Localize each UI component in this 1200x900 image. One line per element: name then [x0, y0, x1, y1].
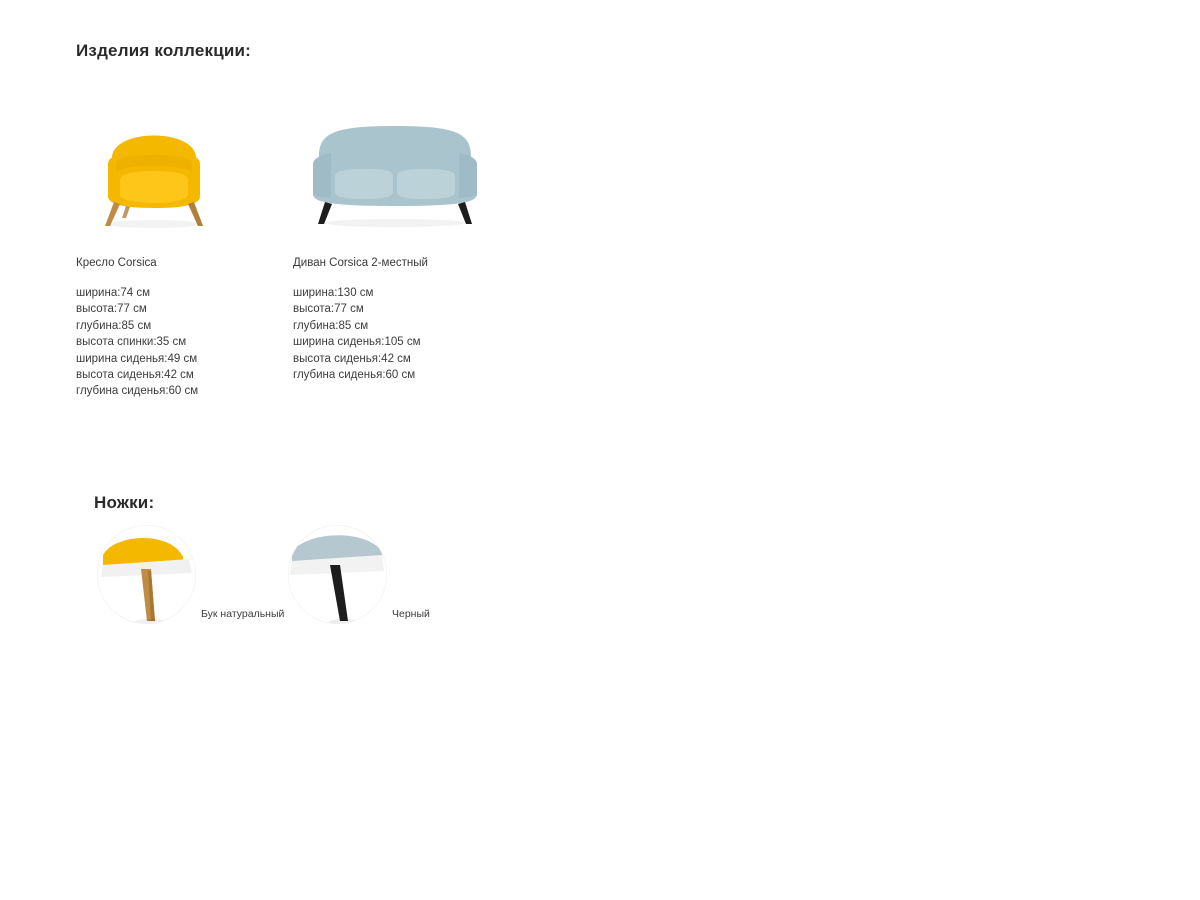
- product-name: Диван Corsica 2-местный: [293, 257, 428, 269]
- armchair-svg: [94, 118, 214, 228]
- leg-option-beech: [97, 525, 285, 624]
- product-name: Кресло Corsica: [76, 257, 157, 269]
- leg-beech-svg: [97, 525, 196, 624]
- leg-thumbnail-black: [288, 525, 387, 624]
- spec-row: высота спинки:35 см: [76, 336, 187, 349]
- spec-row: ширина:74 см: [76, 287, 151, 299]
- sofa-image: [293, 110, 473, 235]
- spec-row: глубина сиденья:60 см: [76, 385, 199, 398]
- leg-label: Бук натуральный: [201, 608, 285, 620]
- sofa-svg: [305, 118, 485, 228]
- spec-row: ширина:130 см: [293, 287, 374, 299]
- products-section-title: Изделия коллекции:: [76, 41, 252, 60]
- spec-row: высота сиденья:42 см: [293, 352, 411, 365]
- spec-row: высота:77 см: [293, 303, 364, 316]
- spec-row: глубина:85 см: [293, 319, 369, 332]
- leg-thumbnail-beech: [97, 525, 196, 624]
- spec-row: высота:77 см: [76, 303, 147, 316]
- spec-row: ширина сиденья:105 см: [293, 336, 421, 349]
- leg-option-black: [288, 525, 430, 624]
- spec-row: глубина сиденья:60 см: [293, 369, 416, 382]
- spec-row: глубина:85 см: [76, 319, 152, 332]
- leg-black-svg: [288, 525, 387, 624]
- product-specs: [76, 285, 306, 400]
- spec-row: высота сиденья:42 см: [76, 369, 194, 382]
- armchair-image: [76, 110, 256, 235]
- product-specs: [293, 285, 523, 383]
- product-card-sofa: [293, 110, 523, 383]
- spec-row: ширина сиденья:49 см: [76, 352, 198, 365]
- sofa-illustration: [305, 118, 485, 228]
- leg-label: Черный: [392, 608, 430, 620]
- legs-section-title: Ножки:: [94, 493, 155, 512]
- product-card-armchair: [76, 110, 306, 400]
- armchair-illustration: [94, 118, 214, 228]
